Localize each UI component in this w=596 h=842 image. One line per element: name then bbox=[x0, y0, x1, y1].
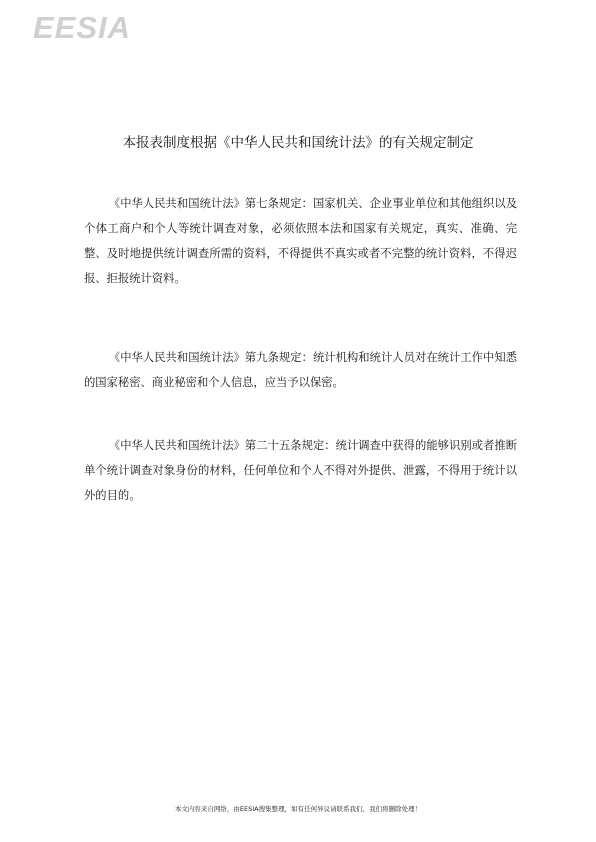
article-25-paragraph: 《中华人民共和国统计法》第二十五条规定：统计调查中获得的能够识别或者推断单个统计调查对象身份的材料，任何单位和个人不得对外提供、泄露，不得用于统计以外的目的。 bbox=[84, 439, 517, 502]
article-9-paragraph: 《中华人民共和国统计法》第九条规定：统计机构和统计人员对在统计工作中知悉的国家秘密、商业秘密和个人信息，应当予以保密。 bbox=[84, 351, 517, 389]
eesia-logo: EESIA bbox=[33, 10, 132, 45]
article-7-paragraph: 《中华人民共和国统计法》第七条规定：国家机关、企业事业单位和其他组织以及个体工商户和个人等统计调查对象，必须依照本法和国家有关规定，真实、准确、完整、及时地提供统计调查所需的资料，不得提供不真实或者不完整的统计资料，不得迟报、拒报统计资料。 bbox=[84, 197, 517, 285]
footer-disclaimer: 本文内容来自网络，由EESIA搜集整理，如有任何异议请联系我们，我们将删除处理！ bbox=[174, 805, 422, 813]
document-heading: 本报表制度根据《中华人民共和国统计法》的有关规定制定 bbox=[122, 135, 474, 151]
